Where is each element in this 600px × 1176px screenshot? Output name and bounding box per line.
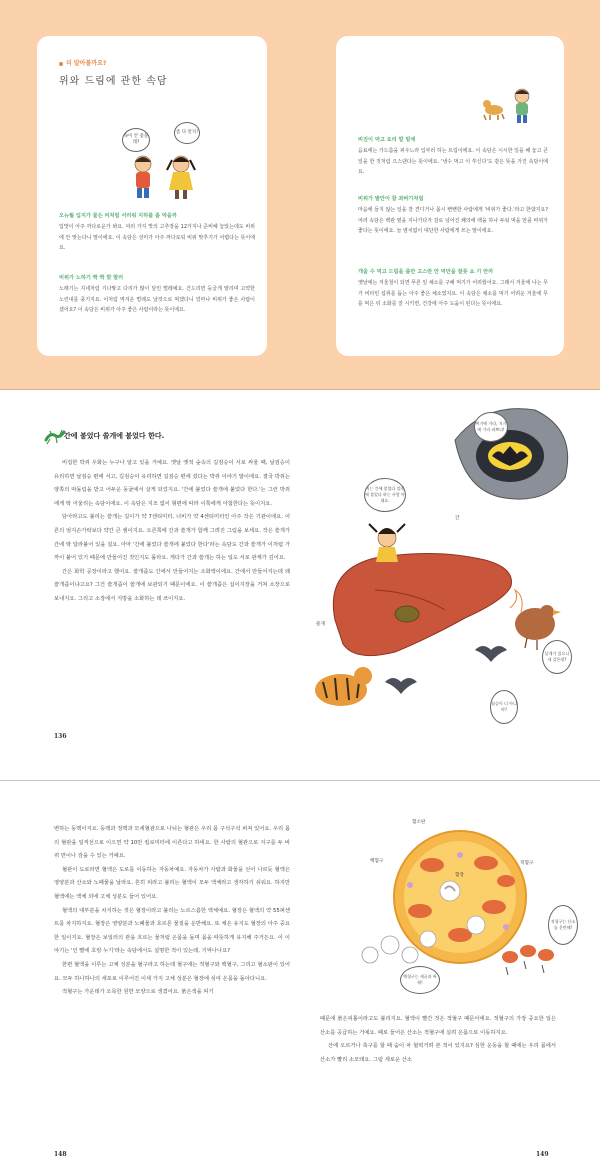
plasma-label: 혈장 <box>455 873 464 878</box>
speech-bubble-white-cell: 백혈구는 세균과 싸워! <box>400 966 440 994</box>
speech-bubble-bat: 여기에 가라, 저기에 가라 바쁘다! <box>474 412 508 442</box>
proverb-heading: 간에 붙었다 쓸개에 붙었다 한다. <box>64 432 165 440</box>
paragraph: 혈관이 도로라면 혈액은 도로를 이동하는 자동차예요. 자동차가 사람과 화물을 싣어 나르듯 혈액은 영양분과 산소와 노폐물을 날라요. 흔히 피라고 불리는 혈액이 모두 액체라고 생각하기 쉬워요. 하지만 혈액에는 액체 외에 고체 성분도 들어 있어요. <box>54 866 290 900</box>
proverb-text-4: 마음에 들지 않는 일을 잘 견디거나 몹시 뻔뻔한 사람에게 '비위가 좋다.'라고 한댔지요? 여러 속담은 백관 옆을 지나가다가 걸로 넘어진 쾌의에 백을 하나 두워 먹을 만큼 비위가 좋다는 뜻이에요. 늘 염치없이 대단한 사람에게 쓰는 말이에요. <box>358 207 548 234</box>
paragraph: 때문에 붉은피톨이라고도 불리지요. 혈액이 빨간 것은 적혈구 때문이에요. 적혈구의 가장 중요한 일은 산소를 공급하는 거예요. 폐로 들어온 산소는 적혈구에 실려 온몸으로 이동하지요. <box>320 1016 556 1036</box>
section-tag-label: 더 알아볼까요? <box>66 60 107 67</box>
speech-bubble-girl-136: 저는 간에 붙었다 쓸개에 붙었다 하는 사람 아녜요. <box>364 478 406 512</box>
right-card <box>336 36 564 356</box>
paragraph: 담아라고도 불리는 쓸개는 길이가 약 7센티미터, 너비가 약 4센티미터인 아주 작은 기관이에요. 어른의 엄지손가락보다 약간 큰 셈이지요. 오른쪽에 간과 쓸개가 함께 그려진 그림을 보세요. 작은 쓸개가 간에 딱 달라붙어 있을 걸요. 아마 '간에 붙었다 쓸개에 붙었다 한다'라는 속담도 간과 쓸개가 이처럼 가까이 붙어 있기 때문에 만들어진 것인지도 몰라요. 게다가 간과 쓸개는 하는 일도 서로 관계가 깊어요. <box>54 514 290 562</box>
paragraph: 비겁한 박쥐 우화는 누구나 알고 있을 거예요. 옛날 옛적 숲속의 길짐승이 서로 싸울 때, 날짐승이 유리하면 날짐승 편에 서고, 길짐승이 유리하면 길짐승 편에 섰다는 박쥐 이야기 말이에요. 결국 박쥐는 양쪽의 따돌림을 받고 어두운 동굴에서 살게 되었지요. '간에 붙었다 쓸개에 붙었다 한다.'는 그런 박쥐에게 딱 어울리는 속담이에요. 이 속담은 지조 없이 형편에 따라 이쪽에게 아첨한다는 뜻이지요. <box>54 460 290 507</box>
gallbladder-label: 쓸개 <box>316 622 325 627</box>
proverb-text-1: 입맛이 아주 까다로운가 봐요. 여러 가지 맛의 고추장을 12가지나 준비해 놓았는데도 비위에 안 맞는다니 말이에요. 이 속담은 성미가 아주 까다로워 비위 맞추기가 어렵다는 뜻이에요. <box>59 224 255 251</box>
proverb-text-2: 노래기는 지네처럼 기다랗고 다리가 많이 달린 벌레예요. 건드리면 둥글게 말리며 고약한 노린내를 풍기지요. 이처럼 역겨운 벌레도 날것으로 먹겠다니 얼마나 비위가 좋은 사람이겠어요? 이 속담은 비위가 아주 좋은 사람이라는 뜻이에요. <box>59 286 255 313</box>
proverb-text-5: 옛날에는 겨울철이 되면 푸른 잎 채소를 구해 먹기가 어려웠어요. 그래서 겨울에 나는 무가 비타민 섭취를 돕는 아주 좋은 채소였지요. 이 속담은 채소를 먹기 어려운 겨울에 무를 먹은 뒤 소화를 잘 시키면, 건강에 아주 도움이 된다는 뜻이에요. <box>358 280 548 307</box>
kid-and-dog-illustration <box>482 86 542 126</box>
proverb-title-4: 비위가 발안이 참 좌바가처럼 <box>358 196 424 202</box>
page-number-right: 149 <box>536 1151 549 1158</box>
paragraph: 변하는 동맥이지요. 동맥과 정맥과 모세혈관으로 나뉘는 혈관은 우리 몸 구석구석 퍼져 있어요. 우리 몸의 혈관을 일직선으로 이으면 약 10만 킬로미터에 이른다고 하네요. 한 사람의 혈관으로 지구를 두 바퀴 반이나 감을 수 있는 거예요. <box>54 826 290 860</box>
proverb-section-4 <box>358 195 548 237</box>
kids-illustration <box>125 152 205 202</box>
speech-bubble-bird: 날개가 있으니 새 같은데? <box>542 640 572 674</box>
tag-dot-icon <box>59 62 63 66</box>
lizard-icon <box>44 428 66 446</box>
proverb-title-5: 개울 수 먹고 드림을 좀만 고스란 안 먹만을 잘못 쇼 기 만까 <box>358 269 494 275</box>
liver-illustration <box>315 400 575 730</box>
liver-label: 간 <box>455 516 460 521</box>
section-tag <box>59 58 106 67</box>
blood-cells-illustration <box>310 815 570 1005</box>
white-cell-label: 백혈구 <box>370 859 384 864</box>
red-cell-label: 적혈구 <box>520 861 534 866</box>
proverb-text-3: 음료에는 가드름을 피우느라 입부러 하는 트림이에요. 이 속담은 시시한 일을 해 놓고 큰일을 한 것처럼 으스댄다는 뜻이에요. '냉수 먹고 이 쑤신다'도 같은 뜻을 가진 속담이에요. <box>358 148 548 175</box>
paragraph: 한편 혈액을 이루는 고체 성분을 혈구라고 하는데 혈구에는 적혈구와 백혈구, 그리고 혈소판이 있어요. 모두 하나하나의 세포로 이루어진 이세 가지 고체 성분은 혈장에 섞여 온몸을 돌아다니요. <box>54 961 290 982</box>
paragraph: 혈액의 대부분을 차지하는 것은 혈장이라고 불리는 노르스름한 액체예요. 혈장은 혈액의 약 55퍼센트를 차지하지요. 혈장은 영양분과 노폐물과 호르몬 물질을 운반해요. 또 체온 유지도 혈장의 아주 중요한 일이지요. 혈장은 보일러의 관을 흐르는 물처럼 온몸을 돌며 몸을 따뜻하게 유지해 주거든요. 이 이야기는 '인 빨에 호랑 누기'라는 속담에서도 설명한 적이 있는데, 기억나나요? <box>54 907 290 955</box>
paragraph: 산에 오르거나 축구를 할 때 숨이 차 헐떡거려 본 적이 있지요? 심한 운동을 할 때에는 우리 몸에서 산소가 빨리 소모돼요. 그럼 새로운 산소 <box>320 1043 556 1063</box>
speech-bubble-small-bat: 짐승이 너 아니야? <box>490 690 518 724</box>
page-number: 136 <box>54 733 67 740</box>
paragraph: 간은 화학 공장이라고 했어요. 쓸개즙도 간에서 만들어지는 소화액이에요. 간에서 만들어지는데 왜 쓸개즙이냐고요? 그건 쓸개즙이 쓸개에 보관되기 때문이에요. 이 쓸개즙은 십이지장을 거쳐 소장으로 보내지요. 그리고 소장에서 지방을 소화하는 데 쓰이지요. <box>54 568 290 602</box>
left-card <box>37 36 267 356</box>
page-148-body <box>54 823 290 1000</box>
page-149-body <box>320 1013 556 1067</box>
page-number-left: 148 <box>54 1151 67 1158</box>
proverb-section-1 <box>59 212 255 254</box>
page-136-body <box>54 457 290 607</box>
speech-bubble-boy: 속이 안 좋을래? <box>122 128 150 152</box>
spread-1 <box>0 0 600 390</box>
proverb-title-3: 비진이 먹고 요리 깔 밑에 <box>358 137 416 143</box>
speech-bubble-girl: 좀 다 알지! <box>174 122 200 144</box>
proverb-section-5 <box>358 268 548 310</box>
proverb-title-2: 비위가 노하기 짝 짝 맞 말러 <box>59 275 124 281</box>
card-title: 위와 드림에 관한 속담 <box>59 76 168 87</box>
proverb-section-3 <box>358 136 548 178</box>
proverb-section-2 <box>59 274 255 316</box>
proverb-title-1: 오뉴월 입지가 물든 비처럼 서러워 지하를 좀 막을까 <box>59 213 177 219</box>
speech-bubble-oxygen: 적혈구는 산소를 운반해! <box>548 905 578 945</box>
paragraph: 적혈구는 가운데가 오목한 원반 모양으로 생겼어요. 붉은색을 띠기 <box>62 989 214 996</box>
platelet-label: 혈소판 <box>412 820 426 825</box>
